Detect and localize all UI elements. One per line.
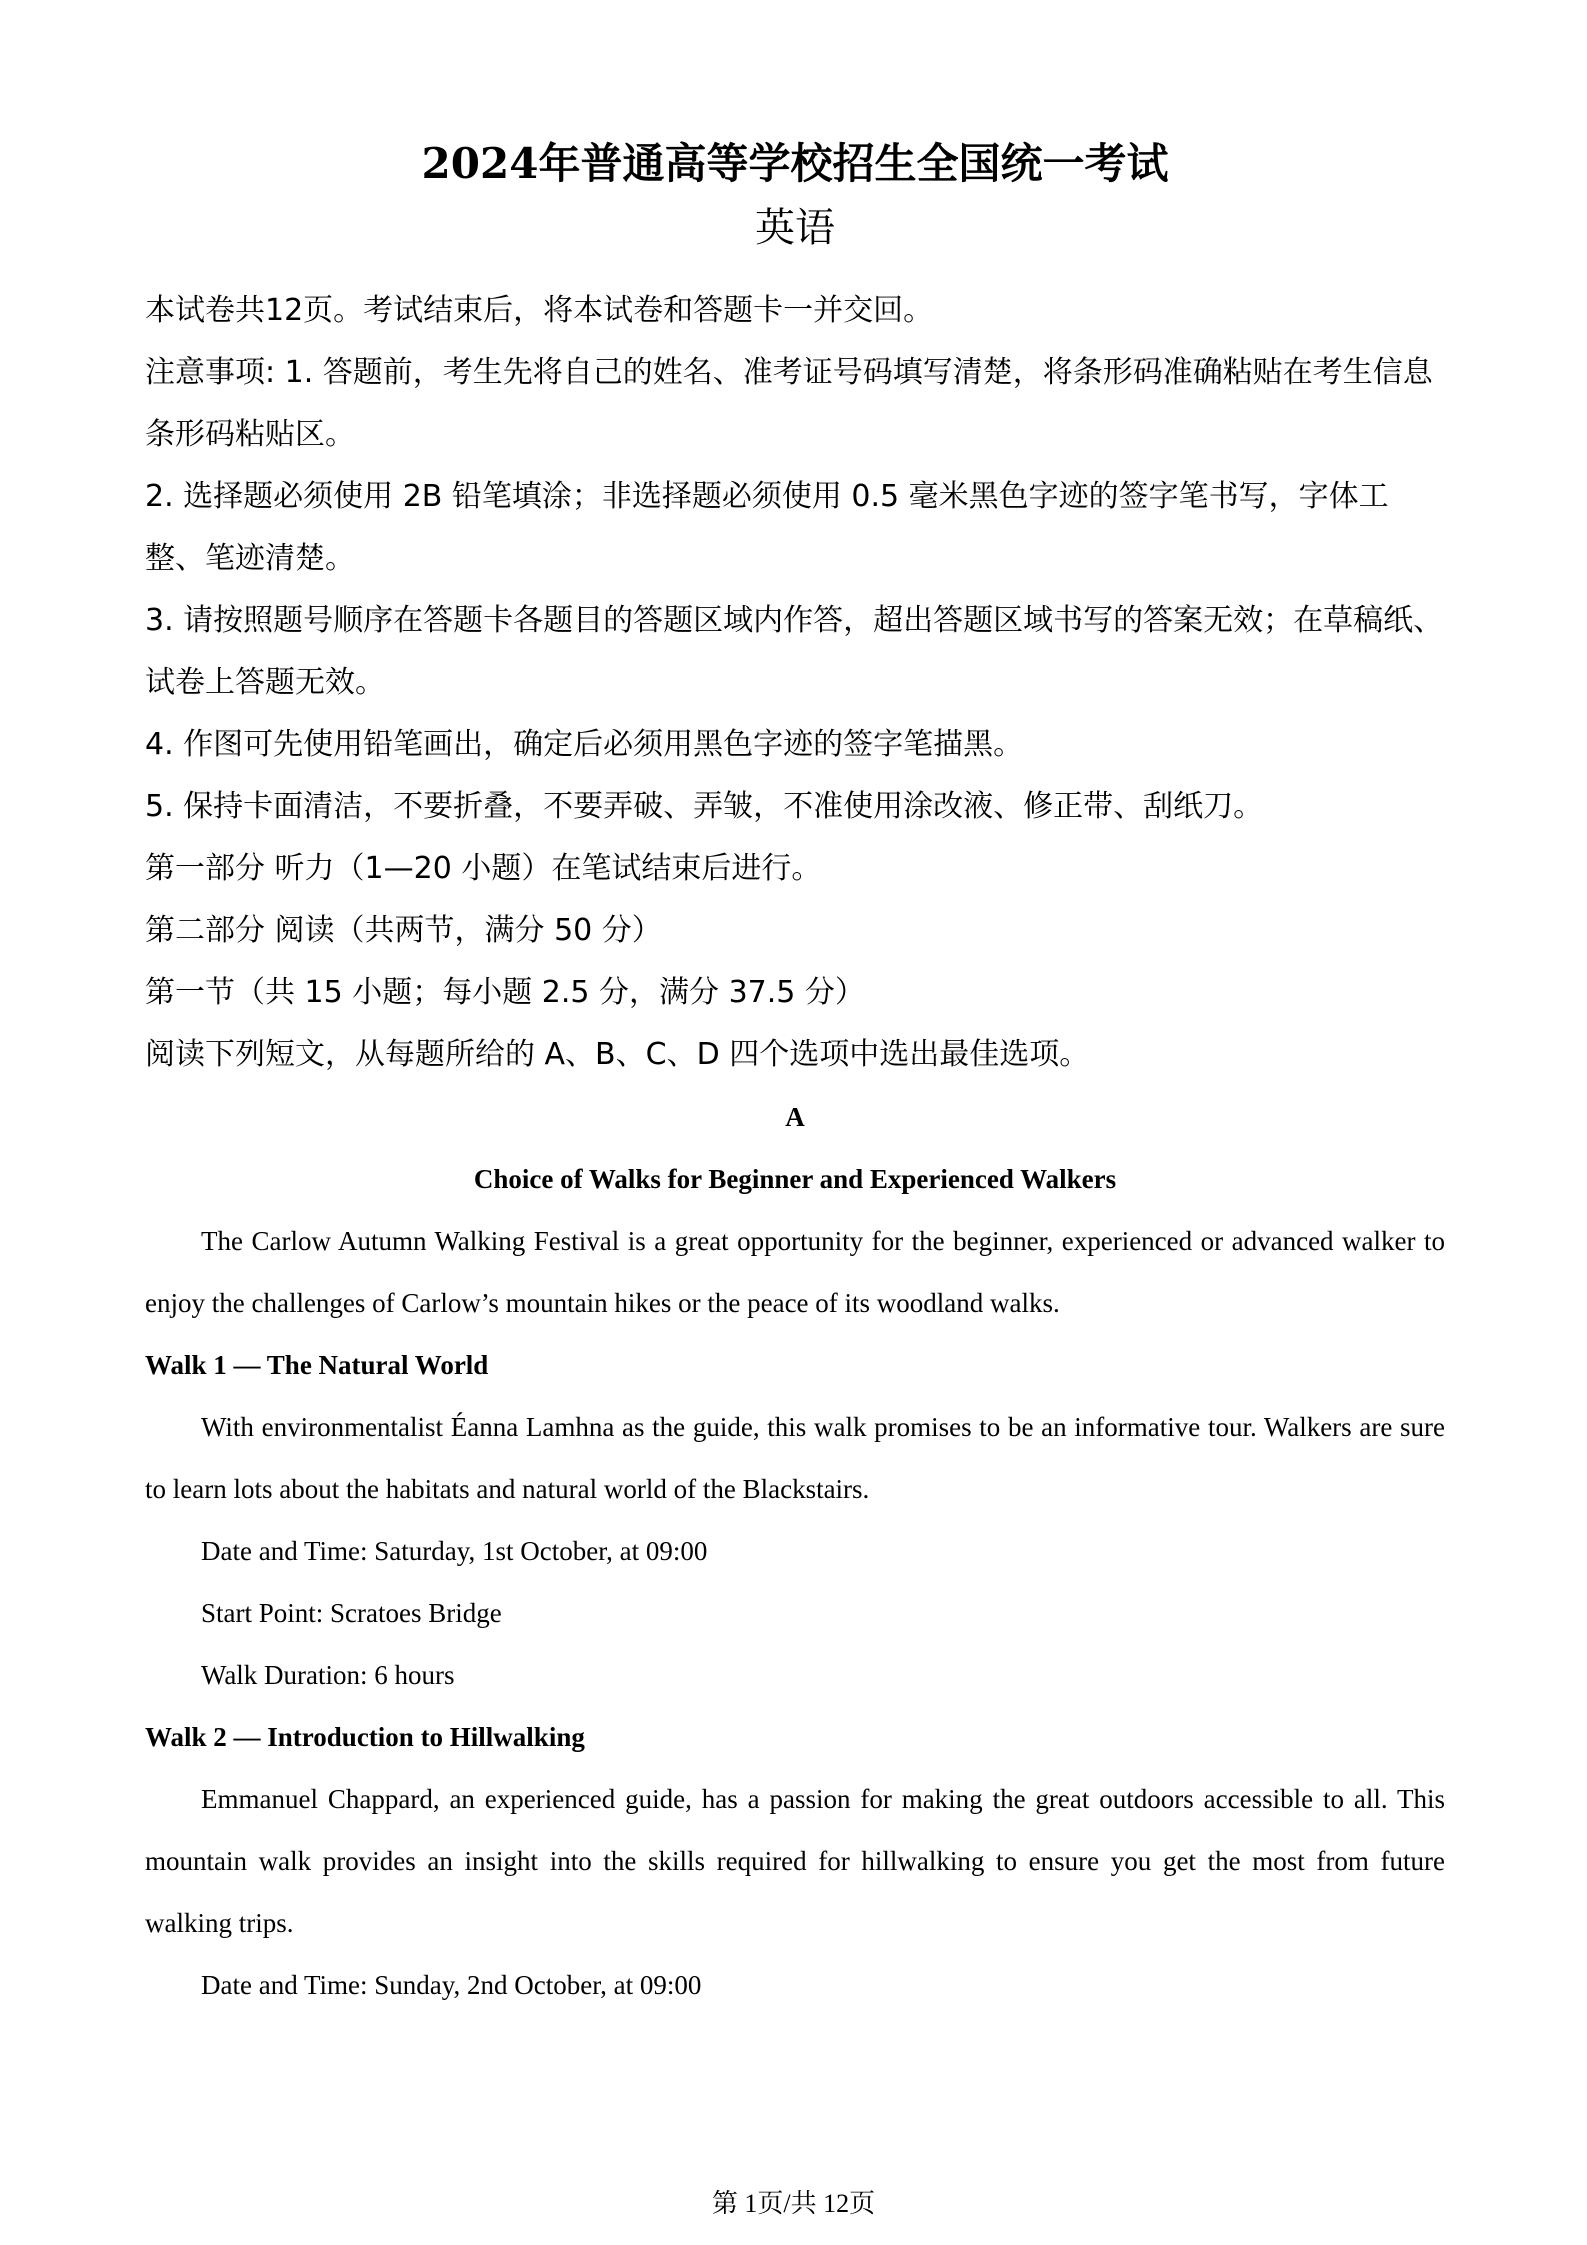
instruction-4: 4. 作图可先使用铅笔画出，确定后必须用黑色字迹的签字笔描黑。	[145, 727, 1024, 762]
instruction-5: 5. 保持卡面清洁，不要折叠，不要弄破、弄皱，不准使用涂改液、修正带、刮纸刀。	[145, 789, 1264, 824]
section-listening: 第一部分 听力（1—20 小题）在笔试结束后进行。	[145, 851, 822, 886]
exam-title: 2024年普通高等学校招生全国统一考试	[421, 139, 1169, 188]
section-directions: 阅读下列短文，从每题所给的 A、B、C、D 四个选项中选出最佳选项。	[145, 1037, 1090, 1072]
walk1-start: Start Point: Scratoes Bridge	[201, 1598, 502, 1628]
walk1-date: Date and Time: Saturday, 1st October, at 09:00	[201, 1536, 708, 1566]
walk2-text: Emmanuel Chappard, an experienced guide, has a passion for making the great outdoors accessible to all. This mountain walk provides an insight into the skills required for hillwalking to ensure you get the most from future walking trips.	[145, 1784, 1445, 1938]
walk2-date: Date and Time: Sunday, 2nd October, at 09:00	[201, 1970, 702, 2000]
passage-title: Choice of Walks for Beginner and Experienced Walkers	[473, 1164, 1117, 1194]
exam-subject: 英语	[755, 205, 835, 251]
passage-intro: The Carlow Autumn Walking Festival is a great opportunity for the beginner, experienced or advanced walker to enjoy the challenges of Carlow’s mountain hikes or the peace of its woodland walks.	[145, 1226, 1445, 1318]
exam-page	[145, 130, 1445, 2016]
walk1-text: With environmentalist Éanna Lamhna as the guide, this walk promises to be an informative tour. Walkers are sure to learn lots about the habitats and natural world of the Blackstairs.	[145, 1412, 1445, 1504]
instruction-1: 注意事项: 1. 答题前，考生先将自己的姓名、准考证号码填写清楚，将条形码准确粘贴在考生信息条形码粘贴区。	[145, 355, 1433, 452]
walk1-heading: Walk 1 — The Natural World	[145, 1350, 489, 1380]
section-reading-part1: 第一节（共 15 小题；每小题 2.5 分，满分 37.5 分）	[145, 975, 865, 1010]
instruction-2: 2. 选择题必须使用 2B 铅笔填涂；非选择题必须使用 0.5 毫米黑色字迹的签字笔书写，字体工整、笔迹清楚。	[145, 479, 1389, 576]
instruction-pages: 本试卷共12页。考试结束后，将本试卷和答题卡一并交回。	[145, 293, 934, 328]
page-number: 第 1页/共 12页	[711, 2189, 876, 2218]
section-reading: 第二部分 阅读（共两节，满分 50 分）	[145, 913, 662, 948]
passage-letter: A	[785, 1102, 805, 1132]
instruction-3: 3. 请按照题号顺序在答题卡各题目的答题区域内作答，超出答题区域书写的答案无效；在草稿纸、试卷上答题无效。	[145, 603, 1444, 700]
walk2-heading: Walk 2 — Introduction to Hillwalking	[145, 1722, 585, 1752]
walk1-duration: Walk Duration: 6 hours	[201, 1660, 455, 1690]
